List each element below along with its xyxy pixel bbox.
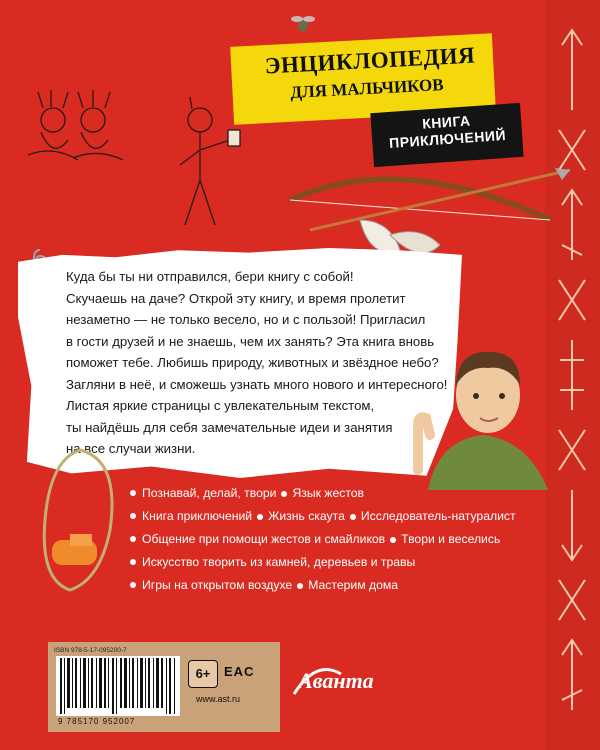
description-line: Куда бы ты ни отправился, бери книгу с собой! <box>66 269 354 284</box>
topics-list <box>130 486 550 601</box>
bullet-icon <box>130 559 136 565</box>
topic-item: Познавай, делай, твори <box>142 486 277 500</box>
description-line: на все случаи жизни. <box>66 441 196 456</box>
bullet-icon <box>130 513 136 519</box>
topics-row <box>130 486 550 509</box>
topic-item: Жизнь скаута <box>268 509 345 523</box>
bullet-icon <box>390 537 396 543</box>
series-title: ЭНЦИКЛОПЕДИЯ <box>264 42 476 79</box>
bullet-icon <box>130 490 136 496</box>
topic-item: Общение при помощи жестов и смайликов <box>142 532 386 546</box>
topics-row <box>130 532 550 555</box>
description-line: Скучаешь на даче? Открой эту книгу, и время пролетит <box>66 290 406 306</box>
topic-item: Искусство творить из камней, деревьев и травы <box>142 555 416 569</box>
topics-row <box>130 578 550 601</box>
description-line: Загляни в неё, и сможешь узнать много нового и интересного! <box>66 376 448 392</box>
book-title-line1: КНИГА <box>421 112 472 132</box>
age-rating-badge: 6+ <box>188 660 218 688</box>
kids-sketch-illustration <box>18 80 148 170</box>
isbn-label: ISBN 978-5-17-095200-7 <box>54 647 127 654</box>
whistle-illustration <box>30 440 130 605</box>
topic-item: Игры на открытом воздухе <box>142 578 293 592</box>
description-line: Листая яркие страницы с увлекательным текстом, <box>66 398 375 413</box>
topic-item: Твори и веселись <box>401 532 501 546</box>
website-label: www.ast.ru <box>196 694 241 704</box>
description-line: незаметно — не только весело, но и с пользой! Пригласил <box>66 312 426 327</box>
topics-row <box>130 509 550 532</box>
barcode-number: 9 785170 952007 <box>58 717 136 726</box>
barcode-icon <box>56 656 180 716</box>
description-line: ты найдёшь для себя замечательные идеи и занятия <box>66 419 393 435</box>
book-title-line2: ПРИКЛЮЧЕНИЙ <box>388 126 507 152</box>
bullet-icon <box>130 536 136 542</box>
bullet-icon <box>297 583 303 589</box>
description-text <box>66 266 456 460</box>
description-line: поможет тебе. Любишь природу, животных и звёздное небо? <box>66 355 439 370</box>
topic-item: Исследователь-натуралист <box>360 509 516 523</box>
series-subtitle: ДЛЯ МАЛЬЧИКОВ <box>289 75 445 103</box>
publisher-name: Аванта <box>298 668 374 693</box>
topics-row <box>130 555 550 578</box>
boy-illustration <box>408 330 558 490</box>
topic-item: Мастерим дома <box>308 578 399 592</box>
topic-item: Язык жестов <box>292 486 365 500</box>
bullet-icon <box>350 514 356 520</box>
bullet-icon <box>130 582 136 588</box>
topic-item: Книга приключений <box>142 509 253 523</box>
description-line: в гости друзей и не знаешь, чем их занять? Эта книга вновь <box>66 333 435 349</box>
fly-icon <box>288 8 318 38</box>
eac-mark: EAC <box>224 664 255 679</box>
bullet-icon <box>281 491 287 497</box>
bullet-icon <box>257 514 263 520</box>
